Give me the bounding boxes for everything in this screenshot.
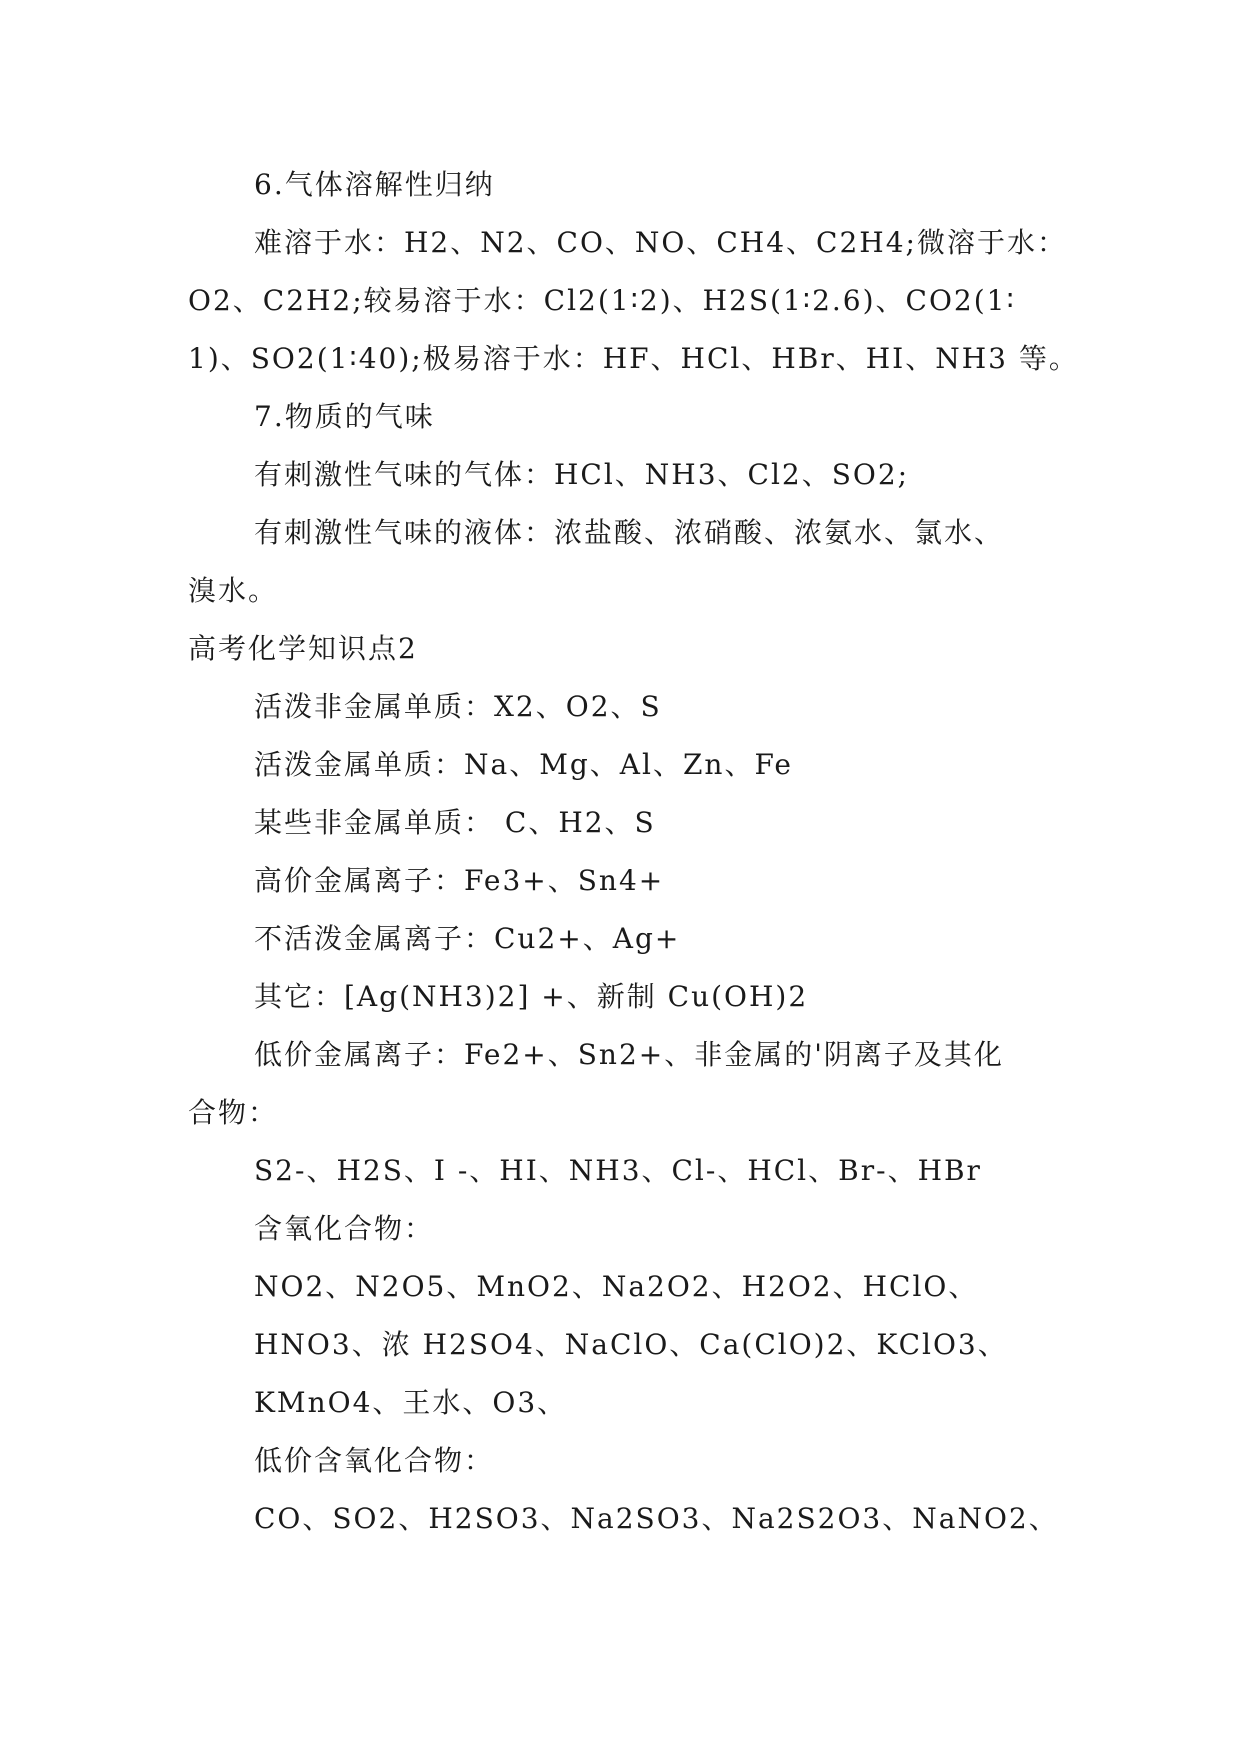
list-item: 不活泼金属离子：Cu2+、Ag+: [254, 922, 681, 955]
paragraph-line: 有刺激性气味的气体：HCl、NH3、Cl2、SO2;: [254, 458, 910, 491]
section-heading-gas-solubility: 6.气体溶解性归纳: [254, 168, 495, 201]
list-item-continuation: 合物：: [188, 1096, 279, 1129]
list-item: NO2、N2O5、MnO2、Na2O2、H2O2、HClO、: [254, 1270, 979, 1303]
paragraph-line: O2、C2H2;较易溶于水：Cl2(1∶2)、H2S(1∶2.6)、CO2(1∶: [188, 284, 1016, 317]
list-item: 其它：[Ag(NH3)2] +、新制 Cu(OH)2: [254, 980, 809, 1013]
list-item: CO、SO2、H2SO3、Na2SO3、Na2S2O3、NaNO2、: [254, 1502, 1059, 1535]
section-title-knowledge-point-2: 高考化学知识点2: [188, 632, 418, 665]
list-item: 活泼非金属单质：X2、O2、S: [254, 690, 662, 723]
paragraph-line: 有刺激性气味的液体：浓盐酸、浓硝酸、浓氨水、氯水、: [254, 516, 1005, 549]
list-item: 高价金属离子：Fe3+、Sn4+: [254, 864, 665, 897]
list-item: 低价金属离子：Fe2+、Sn2+、非金属的'阴离子及其化: [254, 1038, 1004, 1071]
paragraph-line: 难溶于水：H2、N2、CO、NO、CH4、C2H4;微溶于水：: [254, 226, 1067, 259]
list-item: 含氧化合物：: [254, 1212, 435, 1245]
list-item: HNO3、浓 H2SO4、NaClO、Ca(ClO)2、KClO3、: [254, 1328, 1008, 1361]
list-item: 活泼金属单质：Na、Mg、Al、Zn、Fe: [254, 748, 793, 781]
paragraph-line: 1)、SO2(1∶40);极易溶于水：HF、HCl、HBr、HI、NH3 等。: [188, 342, 1079, 375]
list-item: 低价含氧化合物：: [254, 1444, 495, 1477]
list-item: KMnO4、王水、O3、: [254, 1386, 568, 1419]
section-heading-odor: 7.物质的气味: [254, 400, 435, 433]
paragraph-line: 溴水。: [188, 574, 279, 607]
list-item: S2-、H2S、I -、HI、NH3、Cl-、HCl、Br-、HBr: [254, 1154, 982, 1187]
list-item: 某些非金属单质： C、H2、S: [254, 806, 656, 839]
